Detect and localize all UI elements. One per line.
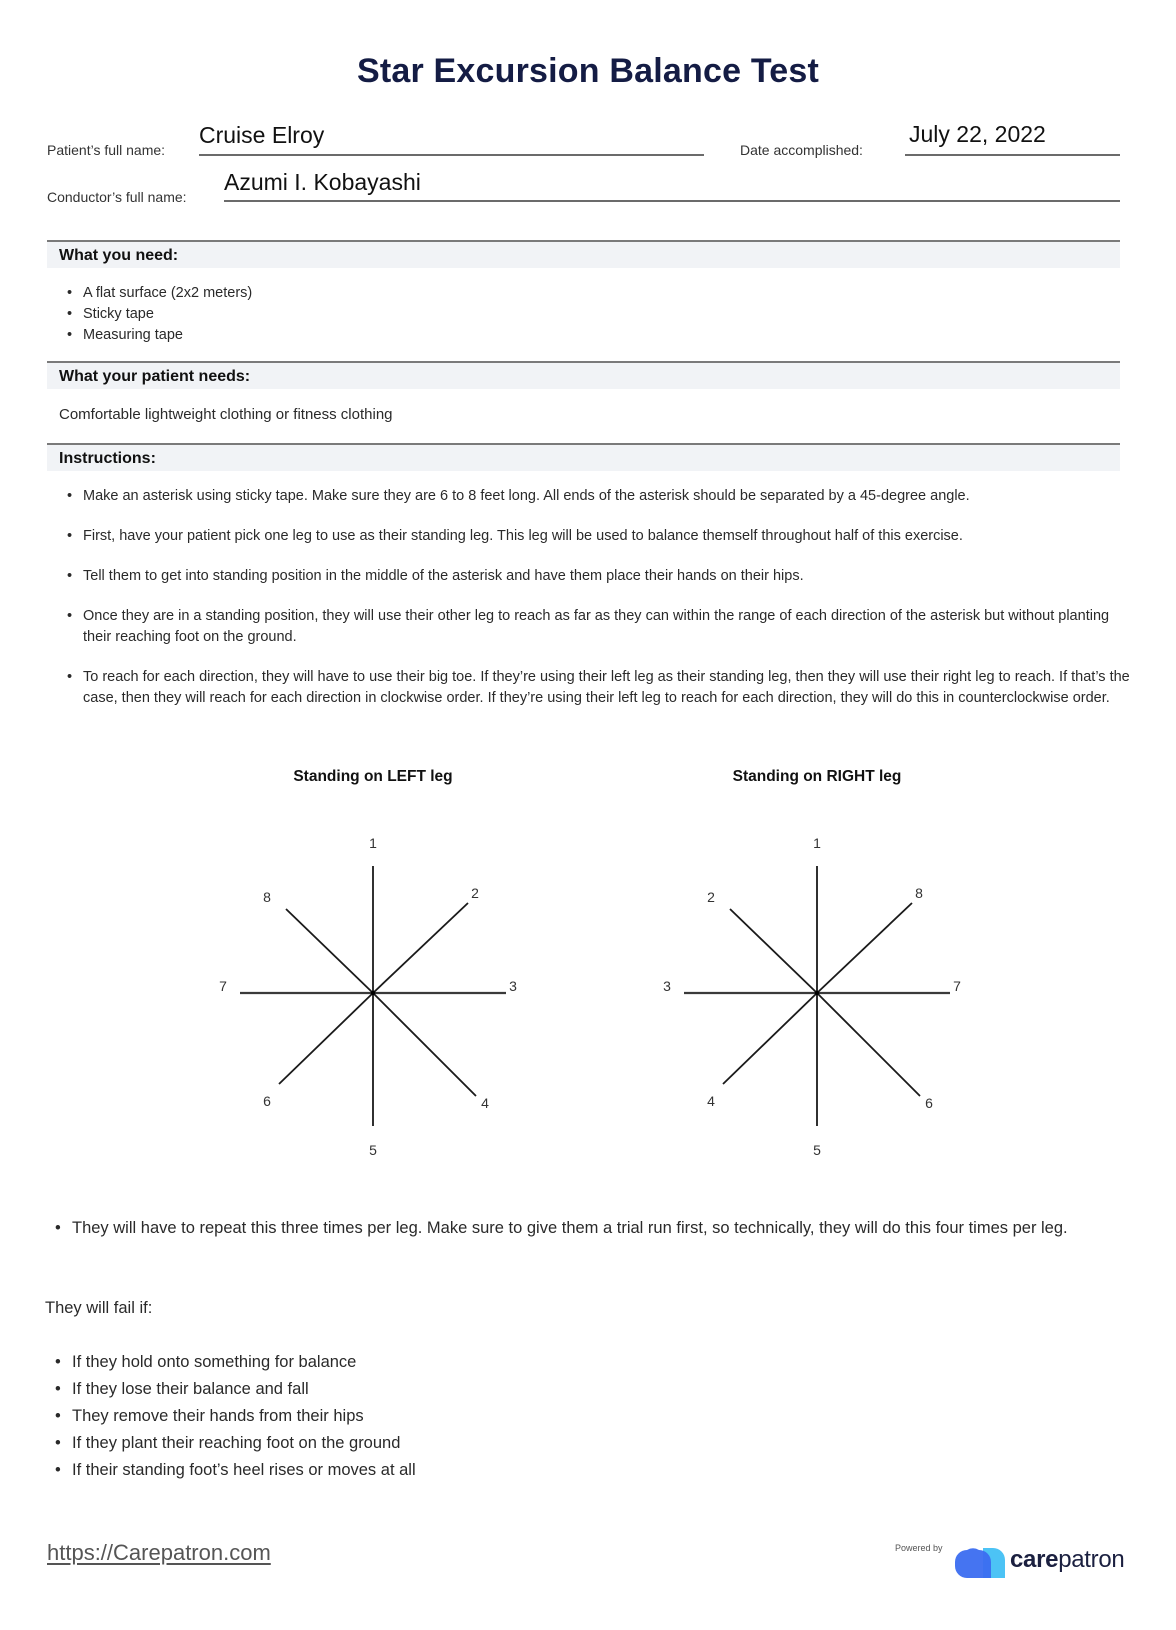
direction-label-n: 1 <box>369 835 377 851</box>
carepatron-brand: carepatron <box>1010 1546 1125 1573</box>
bullet-icon: • <box>55 1380 61 1398</box>
direction-label-e: 7 <box>953 978 961 994</box>
direction-label-s: 5 <box>369 1142 377 1158</box>
bullet-icon: • <box>67 528 73 544</box>
list-item: • Make an asterisk using sticky tape. Make sure they are 6 to 8 feet long. All ends of the asterisk should be separated by a 45-degree angle. <box>67 486 1137 507</box>
direction-label-n: 1 <box>813 835 821 851</box>
direction-label-w: 7 <box>219 978 227 994</box>
carepatron-logo-icon <box>955 1546 1007 1580</box>
bullet-icon: • <box>67 568 73 584</box>
list-item: • Tell them to get into standing position in the middle of the asterisk and have them place their hands on their hips. <box>67 566 1137 587</box>
section-heading-text: Instructions: <box>59 450 156 467</box>
star-arm-nw <box>286 909 373 993</box>
star-center <box>815 991 819 995</box>
conductor-name-label: Conductor’s full name: <box>47 189 187 205</box>
fail-heading: They will fail if: <box>45 1299 153 1317</box>
star-arm-nw <box>730 909 817 993</box>
list-item: • Once they are in a standing position, they will use their other leg to reach as far as they can within the range of each direction of the asterisk but without planting their reaching foot on the ground. <box>67 608 1110 645</box>
direction-label-se: 6 <box>925 1095 933 1111</box>
star-center <box>371 991 375 995</box>
bullet-icon: • <box>55 1353 61 1371</box>
direction-label-s: 5 <box>813 1142 821 1158</box>
diagram-right-title: Standing on RIGHT leg <box>732 768 902 785</box>
section-heading-text: What you need: <box>59 247 179 264</box>
star-arm-ne <box>817 903 912 993</box>
conductor-name-value[interactable]: Azumi I. Kobayashi <box>224 169 421 195</box>
bullet-icon: • <box>67 669 73 685</box>
bullet-icon: • <box>67 285 73 301</box>
date-label: Date accomplished: <box>740 142 863 158</box>
star-arm-se <box>373 993 476 1096</box>
direction-label-se: 4 <box>481 1095 489 1111</box>
direction-label-sw: 6 <box>263 1093 271 1109</box>
powered-by-text: Powered by <box>895 1543 943 1553</box>
direction-label-nw: 2 <box>707 889 715 905</box>
bullet-icon: • <box>55 1461 61 1479</box>
bullet-icon: • <box>55 1219 61 1237</box>
list-item: • First, have your patient pick one leg to use as their standing leg. This leg will be used to balance themself throughout half of this exercise. <box>67 526 1137 547</box>
patient-name-value[interactable]: Cruise Elroy <box>199 122 325 148</box>
bullet-icon: • <box>55 1407 61 1425</box>
list-item: • A flat surface (2x2 meters) <box>67 283 1117 304</box>
fail-list <box>55 1349 1135 1484</box>
direction-label-nw: 8 <box>263 889 271 905</box>
list-item: • They remove their hands from their hips <box>55 1403 1135 1430</box>
bullet-icon: • <box>67 488 73 504</box>
bullet-icon: • <box>67 608 73 624</box>
carepatron-link[interactable]: https://Carepatron.com <box>47 1540 271 1565</box>
date-value[interactable]: July 22, 2022 <box>909 121 1046 147</box>
list-item: • If they hold onto something for balance <box>55 1349 1135 1376</box>
star-arm-sw <box>279 993 373 1084</box>
page-title: Star Excursion Balance Test <box>356 52 820 90</box>
list-item: • To reach for each direction, they will have to use their big toe. If they’re using their left leg as their standing leg, then they will use their right leg to reach. If that’s the case, then they will reach for each direction in clockwise order. If they’re using their left leg to reach for each direction, they will do this in counterclockwise order. <box>67 669 1130 706</box>
star-arm-ne <box>373 903 468 993</box>
list-item: • If they lose their balance and fall <box>55 1376 1135 1403</box>
list-item: • Sticky tape <box>67 304 1117 325</box>
diagram-left-title: Standing on LEFT leg <box>293 768 453 785</box>
star-arm-se <box>817 993 920 1096</box>
direction-label-e: 3 <box>509 978 517 994</box>
direction-label-ne: 8 <box>915 885 923 901</box>
patient-needs-text: Comfortable lightweight clothing or fitness clothing <box>59 406 393 423</box>
bullet-icon: • <box>67 327 73 343</box>
direction-label-sw: 4 <box>707 1093 715 1109</box>
star-arm-sw <box>723 993 817 1084</box>
direction-label-ne: 2 <box>471 885 479 901</box>
list-item: • If they plant their reaching foot on the ground <box>55 1430 1135 1457</box>
list-item: • Measuring tape <box>67 325 1117 346</box>
patient-name-label: Patient’s full name: <box>47 142 166 158</box>
star-diagram-right <box>663 835 961 1158</box>
bullet-icon: • <box>67 306 73 322</box>
repeat-note <box>55 1215 1135 1242</box>
list-item: • They will have to repeat this three times per leg. Make sure to give them a trial run first, so technically, they will do this four times per leg. <box>55 1215 1135 1242</box>
section-heading-text: What your patient needs: <box>59 368 251 385</box>
star-diagram-left <box>219 835 517 1158</box>
direction-label-w: 3 <box>663 978 671 994</box>
bullet-icon: • <box>55 1434 61 1452</box>
list-item: • If their standing foot’s heel rises or moves at all <box>55 1457 1135 1484</box>
